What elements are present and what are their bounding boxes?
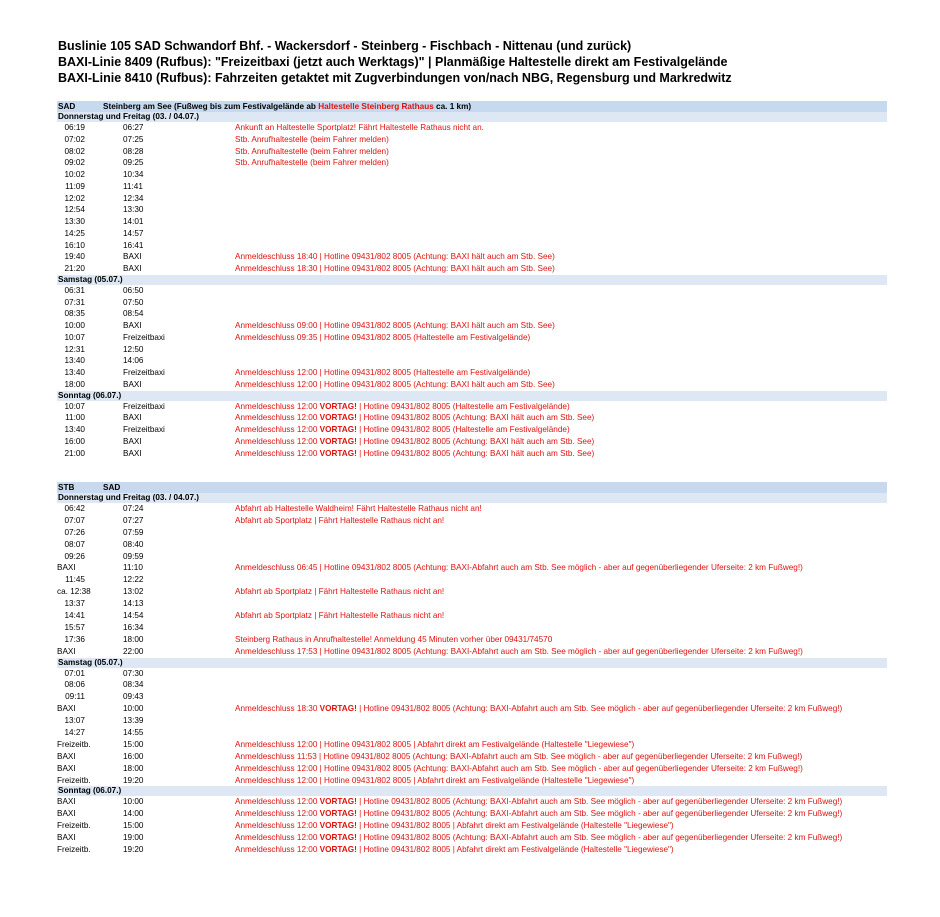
row-note bbox=[235, 808, 842, 820]
row-note bbox=[235, 586, 444, 598]
departure-time: 06:31 bbox=[64, 285, 85, 295]
table-row bbox=[57, 691, 887, 703]
departure-cell: BAXI bbox=[57, 809, 76, 819]
departure-cell: Freizeitb. bbox=[57, 845, 91, 855]
departure-time: 12:02 bbox=[64, 193, 85, 203]
vortag-flag: VORTAG! bbox=[319, 809, 357, 819]
departure-time: 14:27 bbox=[64, 728, 85, 738]
row-note bbox=[235, 379, 555, 391]
arrival-time: BAXI bbox=[123, 413, 142, 423]
departure-time: 16:00 bbox=[64, 436, 85, 446]
title-line: BAXI-Linie 8410 (Rufbus): Fahrzeiten getaktet mit Zugverbindungen von/nach NBG, Regensburg und Markredwitz bbox=[58, 71, 732, 85]
departure-cell: Freizeitb. bbox=[57, 775, 91, 785]
departure-time: 07:26 bbox=[64, 527, 85, 537]
table-row bbox=[57, 448, 887, 460]
table-row bbox=[57, 332, 887, 344]
table-row bbox=[57, 181, 887, 193]
note-text: | Hotline 09431/802 8005 (Achtung: BAXI-Abfahrt auch am Stb. See möglich - aber auf gegenüberliegender Uferseite: 2 km Fußweg!) bbox=[356, 704, 843, 714]
departure-time: 13:40 bbox=[64, 368, 85, 377]
note-text: Anmeldeschluss 12:00 | Hotline 09431/802 8005 | Abfahrt direkt am Festivalgelände (Haltestelle "Liegewiese") bbox=[235, 775, 635, 785]
row-note bbox=[235, 332, 530, 344]
arrival-time: Freizeitbaxi bbox=[123, 425, 165, 434]
table-row bbox=[57, 551, 887, 563]
document-title bbox=[58, 38, 918, 86]
table-row bbox=[57, 679, 887, 691]
departure-time: 17:36 bbox=[64, 634, 85, 644]
departure-time: 08:35 bbox=[64, 309, 85, 319]
arrival-time: 11:10 bbox=[123, 563, 143, 573]
table-row bbox=[57, 193, 887, 205]
note-deadline: Anmeldeschluss 12:00 bbox=[235, 413, 320, 423]
departure-time: 11:45 bbox=[65, 575, 85, 585]
table-row bbox=[57, 751, 887, 763]
table-row bbox=[57, 622, 887, 634]
row-note bbox=[235, 515, 444, 527]
note-deadline: Anmeldeschluss 12:00 bbox=[235, 448, 320, 458]
table-row bbox=[57, 727, 887, 739]
vortag-flag: VORTAG! bbox=[319, 821, 357, 831]
departure-time: 14:25 bbox=[64, 228, 85, 238]
arrival-time: Freizeitbaxi bbox=[123, 368, 165, 377]
row-note bbox=[235, 401, 570, 413]
note-text: Anmeldeschluss 12:00 | Hotline 09431/802 8005 (Achtung: BAXI-Abfahrt auch am Stb. See möglich - aber auf gegenüberliegender Uferseite: 2 km Fußweg!) bbox=[235, 763, 803, 773]
table-row bbox=[57, 263, 887, 275]
row-note bbox=[235, 775, 634, 787]
departure-time: 10:07 bbox=[64, 401, 85, 411]
departure-cell: BAXI bbox=[57, 797, 76, 807]
note-text: Anmeldeschluss 09:00 | Hotline 09431/802 8005 (Achtung: BAXI hält auch am Stb. See) bbox=[235, 321, 555, 330]
note-text: Anmeldeschluss 18:30 | Hotline 09431/802 8005 (Achtung: BAXI hält auch am Stb. See) bbox=[235, 264, 555, 273]
departure-cell: BAXI bbox=[57, 763, 76, 773]
day-header: Samstag (05.07.) bbox=[57, 275, 887, 285]
row-note bbox=[235, 562, 803, 574]
table-row bbox=[57, 503, 887, 515]
arrival-time: BAXI bbox=[123, 448, 142, 458]
arrival-time: 19:00 bbox=[123, 833, 144, 843]
table-row bbox=[57, 297, 887, 309]
table-row bbox=[57, 122, 887, 134]
arrival-time: 22:00 bbox=[123, 646, 144, 656]
vortag-flag: VORTAG! bbox=[319, 704, 357, 714]
note-deadline: Anmeldeschluss 12:00 bbox=[235, 809, 320, 819]
table-row bbox=[57, 228, 887, 240]
vortag-flag: VORTAG! bbox=[319, 436, 357, 446]
title-line: Buslinie 105 SAD Schwandorf Bhf. - Wackersdorf - Steinberg - Fischbach - Nittenau (und zurück) bbox=[58, 39, 632, 53]
departure-time: 14:41 bbox=[64, 611, 85, 621]
departure-time: 08:06 bbox=[64, 680, 85, 690]
note-text: Abfahrt ab Sportplatz | Fährt Haltestelle Rathaus nicht an! bbox=[235, 587, 445, 597]
departure-time: 06:19 bbox=[64, 123, 85, 132]
departure-cell: BAXI bbox=[57, 704, 76, 714]
arrival-time: 10:00 bbox=[123, 704, 144, 714]
note-text: | Hotline 09431/802 8005 (Haltestelle am Festivalgelände) bbox=[356, 401, 570, 411]
row-note bbox=[235, 424, 570, 436]
section-header bbox=[57, 482, 887, 493]
departure-time: 13:30 bbox=[64, 217, 85, 226]
arrival-time: 10:34 bbox=[123, 170, 144, 179]
departure-time: 11:09 bbox=[65, 181, 85, 191]
departure-time: 11:00 bbox=[65, 413, 85, 423]
note-text: Stb. Anrufhaltestelle (beim Fahrer melden) bbox=[235, 146, 389, 156]
arrival-time: 14:01 bbox=[123, 217, 144, 226]
arrival-time: 14:06 bbox=[123, 356, 144, 366]
arrival-time: 16:00 bbox=[123, 751, 144, 761]
header-to: SAD bbox=[103, 483, 121, 492]
timetable-sad-to-steinberg bbox=[57, 101, 887, 459]
table-row bbox=[57, 344, 887, 356]
departure-time: 10:00 bbox=[64, 321, 85, 330]
departure-time: 13:40 bbox=[64, 356, 85, 366]
section-header bbox=[57, 101, 887, 112]
arrival-time: 08:34 bbox=[123, 680, 144, 690]
row-note bbox=[235, 503, 482, 515]
departure-cell: BAXI bbox=[57, 646, 76, 656]
departure-time: 08:07 bbox=[64, 539, 85, 549]
table-row bbox=[57, 598, 887, 610]
arrival-time: 09:43 bbox=[123, 692, 144, 702]
departure-time: 07:02 bbox=[64, 134, 85, 144]
table-row bbox=[57, 320, 887, 332]
row-note bbox=[235, 122, 484, 134]
note-text: | Hotline 09431/802 8005 (Achtung: BAXI hält auch am Stb. See) bbox=[356, 448, 595, 458]
note-text: Abfahrt ab Sportplatz | Fährt Haltestelle Rathaus nicht an! bbox=[235, 611, 445, 621]
note-text: | Hotline 09431/802 8005 (Achtung: BAXI-Abfahrt auch am Stb. See möglich - aber auf gegenüberliegender Uferseite: 2 km Fußweg!) bbox=[356, 833, 843, 843]
note-text: Anmeldeschluss 06:45 | Hotline 09431/802 8005 (Achtung: BAXI-Abfahrt auch am Stb. See möglich - aber auf gegenüberliegender Uferseite: 2 km Fußweg!) bbox=[235, 563, 803, 573]
table-row bbox=[57, 646, 887, 658]
note-text: | Hotline 09431/802 8005 (Achtung: BAXI-Abfahrt auch am Stb. See möglich - aber auf gegenüberliegender Uferseite: 2 km Fußweg!) bbox=[356, 809, 843, 819]
note-text: Abfahrt ab Sportplatz | Fährt Haltestelle Rathaus nicht an! bbox=[235, 515, 445, 525]
row-note bbox=[235, 703, 842, 715]
note-deadline: Anmeldeschluss 18:30 bbox=[235, 704, 320, 714]
departure-time: 12:31 bbox=[64, 344, 85, 354]
table-row bbox=[57, 424, 887, 436]
table-row bbox=[57, 308, 887, 320]
arrival-time: BAXI bbox=[123, 321, 142, 330]
table-row bbox=[57, 562, 887, 574]
table-row bbox=[57, 668, 887, 680]
table-row bbox=[57, 574, 887, 586]
vortag-flag: VORTAG! bbox=[319, 845, 357, 855]
arrival-time: 14:54 bbox=[123, 611, 144, 621]
note-deadline: Anmeldeschluss 12:00 bbox=[235, 845, 320, 855]
note-text: Anmeldeschluss 12:00 | Hotline 09431/802 8005 (Achtung: BAXI hält auch am Stb. See) bbox=[235, 379, 555, 389]
arrival-time: BAXI bbox=[123, 264, 142, 273]
rathaus-link-text: Haltestelle Steinberg Rathaus bbox=[318, 102, 434, 111]
header-from: SAD bbox=[58, 102, 76, 111]
row-note bbox=[235, 251, 555, 263]
title-line: BAXI-Linie 8409 (Rufbus): "Freizeitbaxi (jetzt auch Werktags)" | Planmäßige Haltestelle direkt am Festivalgelände bbox=[58, 55, 728, 69]
departure-cell: Freizeitb. bbox=[57, 739, 91, 749]
note-deadline: Anmeldeschluss 12:00 bbox=[235, 797, 320, 807]
vortag-flag: VORTAG! bbox=[319, 797, 357, 807]
row-note bbox=[235, 436, 594, 448]
row-note bbox=[235, 157, 389, 169]
row-note bbox=[235, 634, 552, 646]
note-text: Anmeldeschluss 09:35 | Hotline 09431/802 8005 (Haltestelle am Festivalgelände) bbox=[235, 332, 531, 342]
departure-cell: Freizeitb. bbox=[57, 821, 91, 831]
arrival-time: 12:34 bbox=[123, 193, 144, 203]
departure-time: 19:40 bbox=[64, 252, 85, 262]
departure-time: 13:07 bbox=[64, 716, 85, 726]
arrival-time: 09:25 bbox=[123, 158, 144, 168]
note-text: | Hotline 09431/802 8005 | Abfahrt direkt am Festivalgelände (Haltestelle "Liegewiese") bbox=[356, 821, 674, 831]
row-note bbox=[235, 367, 530, 379]
row-note bbox=[235, 146, 389, 158]
row-note bbox=[235, 320, 555, 332]
arrival-time: 09:59 bbox=[123, 551, 144, 561]
table-row bbox=[57, 527, 887, 539]
departure-time: 21:00 bbox=[64, 448, 85, 458]
arrival-time: 06:27 bbox=[123, 123, 144, 132]
table-row bbox=[57, 808, 887, 820]
arrival-time: 14:13 bbox=[123, 599, 144, 609]
table-row bbox=[57, 739, 887, 751]
row-note bbox=[235, 739, 634, 751]
table-row bbox=[57, 775, 887, 787]
departure-cell: BAXI bbox=[57, 751, 76, 761]
note-text: | Hotline 09431/802 8005 (Achtung: BAXI hält auch am Stb. See) bbox=[356, 413, 595, 423]
day-header: Donnerstag und Freitag (03. / 04.07.) bbox=[57, 112, 887, 122]
departure-time: 16:10 bbox=[64, 240, 85, 250]
arrival-time: Freizeitbaxi bbox=[123, 332, 165, 342]
table-row bbox=[57, 539, 887, 551]
departure-time: 13:37 bbox=[64, 599, 85, 609]
arrival-time: 10:00 bbox=[123, 797, 144, 807]
table-row bbox=[57, 240, 887, 252]
table-row bbox=[57, 216, 887, 228]
arrival-time: 07:25 bbox=[123, 134, 144, 144]
departure-cell: BAXI bbox=[57, 833, 76, 843]
row-note bbox=[235, 412, 594, 424]
arrival-time: 18:00 bbox=[123, 634, 144, 644]
table-row bbox=[57, 634, 887, 646]
departure-time: 10:02 bbox=[64, 170, 85, 179]
departure-time: 12:54 bbox=[64, 205, 85, 215]
row-note bbox=[235, 134, 389, 146]
arrival-time: 07:24 bbox=[123, 504, 144, 513]
vortag-flag: VORTAG! bbox=[319, 448, 357, 458]
arrival-time: 07:50 bbox=[123, 297, 144, 307]
arrival-time: 08:28 bbox=[123, 146, 144, 156]
note-deadline: Anmeldeschluss 12:00 bbox=[235, 436, 320, 446]
day-header: Donnerstag und Freitag (03. / 04.07.) bbox=[57, 493, 887, 503]
note-text: Anmeldeschluss 12:00 | Hotline 09431/802 8005 (Haltestelle am Festivalgelände) bbox=[235, 368, 531, 377]
departure-time: 09:11 bbox=[65, 692, 85, 702]
table-row bbox=[57, 820, 887, 832]
note-text: | Hotline 09431/802 8005 | Abfahrt direkt am Festivalgelände (Haltestelle "Liegewiese") bbox=[356, 845, 674, 855]
table-row bbox=[57, 703, 887, 715]
note-text: Ankunft an Haltestelle Sportplatz! Fährt Haltestelle Rathaus nicht an. bbox=[235, 123, 484, 132]
row-note bbox=[235, 763, 803, 775]
table-row bbox=[57, 412, 887, 424]
vortag-flag: VORTAG! bbox=[319, 425, 357, 434]
row-note bbox=[235, 263, 555, 275]
arrival-time: 15:00 bbox=[123, 739, 144, 749]
note-deadline: Anmeldeschluss 12:00 bbox=[235, 425, 320, 434]
table-row bbox=[57, 169, 887, 181]
arrival-time: 14:55 bbox=[123, 728, 144, 738]
table-row bbox=[57, 285, 887, 297]
arrival-time: 12:22 bbox=[123, 575, 144, 585]
arrival-time: BAXI bbox=[123, 252, 142, 262]
table-row bbox=[57, 204, 887, 216]
arrival-time: 07:30 bbox=[123, 668, 144, 678]
vortag-flag: VORTAG! bbox=[319, 401, 357, 411]
departure-time: 13:40 bbox=[64, 425, 85, 434]
row-note bbox=[235, 844, 674, 856]
note-text: Stb. Anrufhaltestelle (beim Fahrer melden) bbox=[235, 134, 389, 144]
note-text: | Hotline 09431/802 8005 (Achtung: BAXI hält auch am Stb. See) bbox=[356, 436, 595, 446]
departure-time: 09:26 bbox=[64, 551, 85, 561]
table-row bbox=[57, 832, 887, 844]
row-note bbox=[235, 448, 594, 460]
departure-time: 10:07 bbox=[64, 332, 85, 342]
table-row bbox=[57, 436, 887, 448]
table-row bbox=[57, 844, 887, 856]
arrival-time: 13:02 bbox=[123, 587, 144, 597]
arrival-time: 16:34 bbox=[123, 622, 144, 632]
vortag-flag: VORTAG! bbox=[319, 413, 357, 423]
arrival-time: BAXI bbox=[123, 436, 142, 446]
day-header: Sonntag (06.07.) bbox=[57, 391, 887, 401]
arrival-time: 13:30 bbox=[123, 205, 144, 215]
departure-time: 06:42 bbox=[64, 504, 85, 513]
arrival-time: 08:40 bbox=[123, 539, 144, 549]
departure-time: 09:02 bbox=[64, 158, 85, 168]
departure-time: 07:07 bbox=[64, 515, 85, 525]
day-header: Samstag (05.07.) bbox=[57, 658, 887, 668]
arrival-time: 12:50 bbox=[123, 344, 144, 354]
row-note bbox=[235, 751, 802, 763]
note-deadline: Anmeldeschluss 12:00 bbox=[235, 833, 320, 843]
arrival-time: 14:00 bbox=[123, 809, 144, 819]
row-note bbox=[235, 820, 674, 832]
note-text: | Hotline 09431/802 8005 (Haltestelle am Festivalgelände) bbox=[356, 425, 570, 434]
departure-time: 08:02 bbox=[64, 146, 85, 156]
row-note bbox=[235, 610, 444, 622]
table-row bbox=[57, 157, 887, 169]
arrival-time: 13:39 bbox=[123, 716, 144, 726]
arrival-time: 11:41 bbox=[123, 181, 143, 191]
table-row bbox=[57, 763, 887, 775]
table-row bbox=[57, 355, 887, 367]
table-row bbox=[57, 367, 887, 379]
note-text: Abfahrt ab Haltestelle Waldheim! Fährt Haltestelle Rathaus nicht an! bbox=[235, 504, 482, 513]
departure-time: 07:31 bbox=[64, 297, 85, 307]
departure-time: 21:20 bbox=[64, 264, 85, 273]
note-text: Anmeldeschluss 12:00 | Hotline 09431/802 8005 | Abfahrt direkt am Festivalgelände (Haltestelle "Liegewiese") bbox=[235, 739, 635, 749]
table-row bbox=[57, 715, 887, 727]
arrival-time: 14:57 bbox=[123, 228, 144, 238]
note-text: | Hotline 09431/802 8005 (Achtung: BAXI-Abfahrt auch am Stb. See möglich - aber auf gegenüberliegender Uferseite: 2 km Fußweg!) bbox=[356, 797, 843, 807]
day-header: Sonntag (06.07.) bbox=[57, 786, 887, 796]
note-text: Anmeldeschluss 18:40 | Hotline 09431/802 8005 (Achtung: BAXI hält auch am Stb. See) bbox=[235, 252, 555, 262]
arrival-time: 15:00 bbox=[123, 821, 144, 831]
arrival-time: 19:20 bbox=[123, 845, 144, 855]
row-note bbox=[235, 832, 842, 844]
departure-time: 07:01 bbox=[64, 668, 85, 678]
header-to: Steinberg am See (Fußweg bis zum Festivalgelände ab Haltestelle Steinberg Rathaus ca. 1 km) bbox=[103, 102, 472, 111]
departure-cell: BAXI bbox=[57, 563, 76, 573]
note-text: Stb. Anrufhaltestelle (beim Fahrer melden) bbox=[235, 158, 389, 168]
arrival-time: 19:20 bbox=[123, 775, 144, 785]
arrival-time: 16:41 bbox=[123, 240, 144, 250]
note-deadline: Anmeldeschluss 12:00 bbox=[235, 821, 320, 831]
departure-time: 18:00 bbox=[64, 379, 85, 389]
arrival-time: 06:50 bbox=[123, 285, 144, 295]
note-deadline: Anmeldeschluss 12:00 bbox=[235, 401, 320, 411]
arrival-time: 18:00 bbox=[123, 763, 144, 773]
header-from: STB bbox=[58, 483, 75, 492]
table-row bbox=[57, 586, 887, 598]
table-row bbox=[57, 379, 887, 391]
note-text: Anmeldeschluss 17:53 | Hotline 09431/802 8005 (Achtung: BAXI-Abfahrt auch am Stb. See möglich - aber auf gegenüberliegender Uferseite: 2 km Fußweg!) bbox=[235, 646, 803, 656]
note-text: Steinberg Rathaus in Anrufhaltestelle! Anmeldung 45 Minuten vorher über 09431/74570 bbox=[235, 634, 553, 644]
arrival-time: 07:59 bbox=[123, 527, 144, 537]
arrival-time: BAXI bbox=[123, 379, 142, 389]
row-note bbox=[235, 796, 842, 808]
table-row bbox=[57, 401, 887, 413]
table-row bbox=[57, 610, 887, 622]
row-note bbox=[235, 646, 803, 658]
table-row bbox=[57, 796, 887, 808]
arrival-time: Freizeitbaxi bbox=[123, 401, 165, 411]
timetable-steinberg-to-sad bbox=[57, 482, 887, 856]
table-row bbox=[57, 134, 887, 146]
table-row bbox=[57, 515, 887, 527]
departure-cell: ca. 12:38 bbox=[57, 587, 91, 597]
note-text: Anmeldeschluss 11:53 | Hotline 09431/802 8005 (Achtung: BAXI-Abfahrt auch am Stb. See möglich - aber auf gegenüberliegender Uferseite: 2 km Fußweg!) bbox=[235, 751, 803, 761]
vortag-flag: VORTAG! bbox=[319, 833, 357, 843]
arrival-time: 08:54 bbox=[123, 309, 144, 319]
table-row bbox=[57, 251, 887, 263]
departure-time: 15:57 bbox=[64, 622, 85, 632]
table-row bbox=[57, 146, 887, 158]
arrival-time: 07:27 bbox=[123, 515, 144, 525]
